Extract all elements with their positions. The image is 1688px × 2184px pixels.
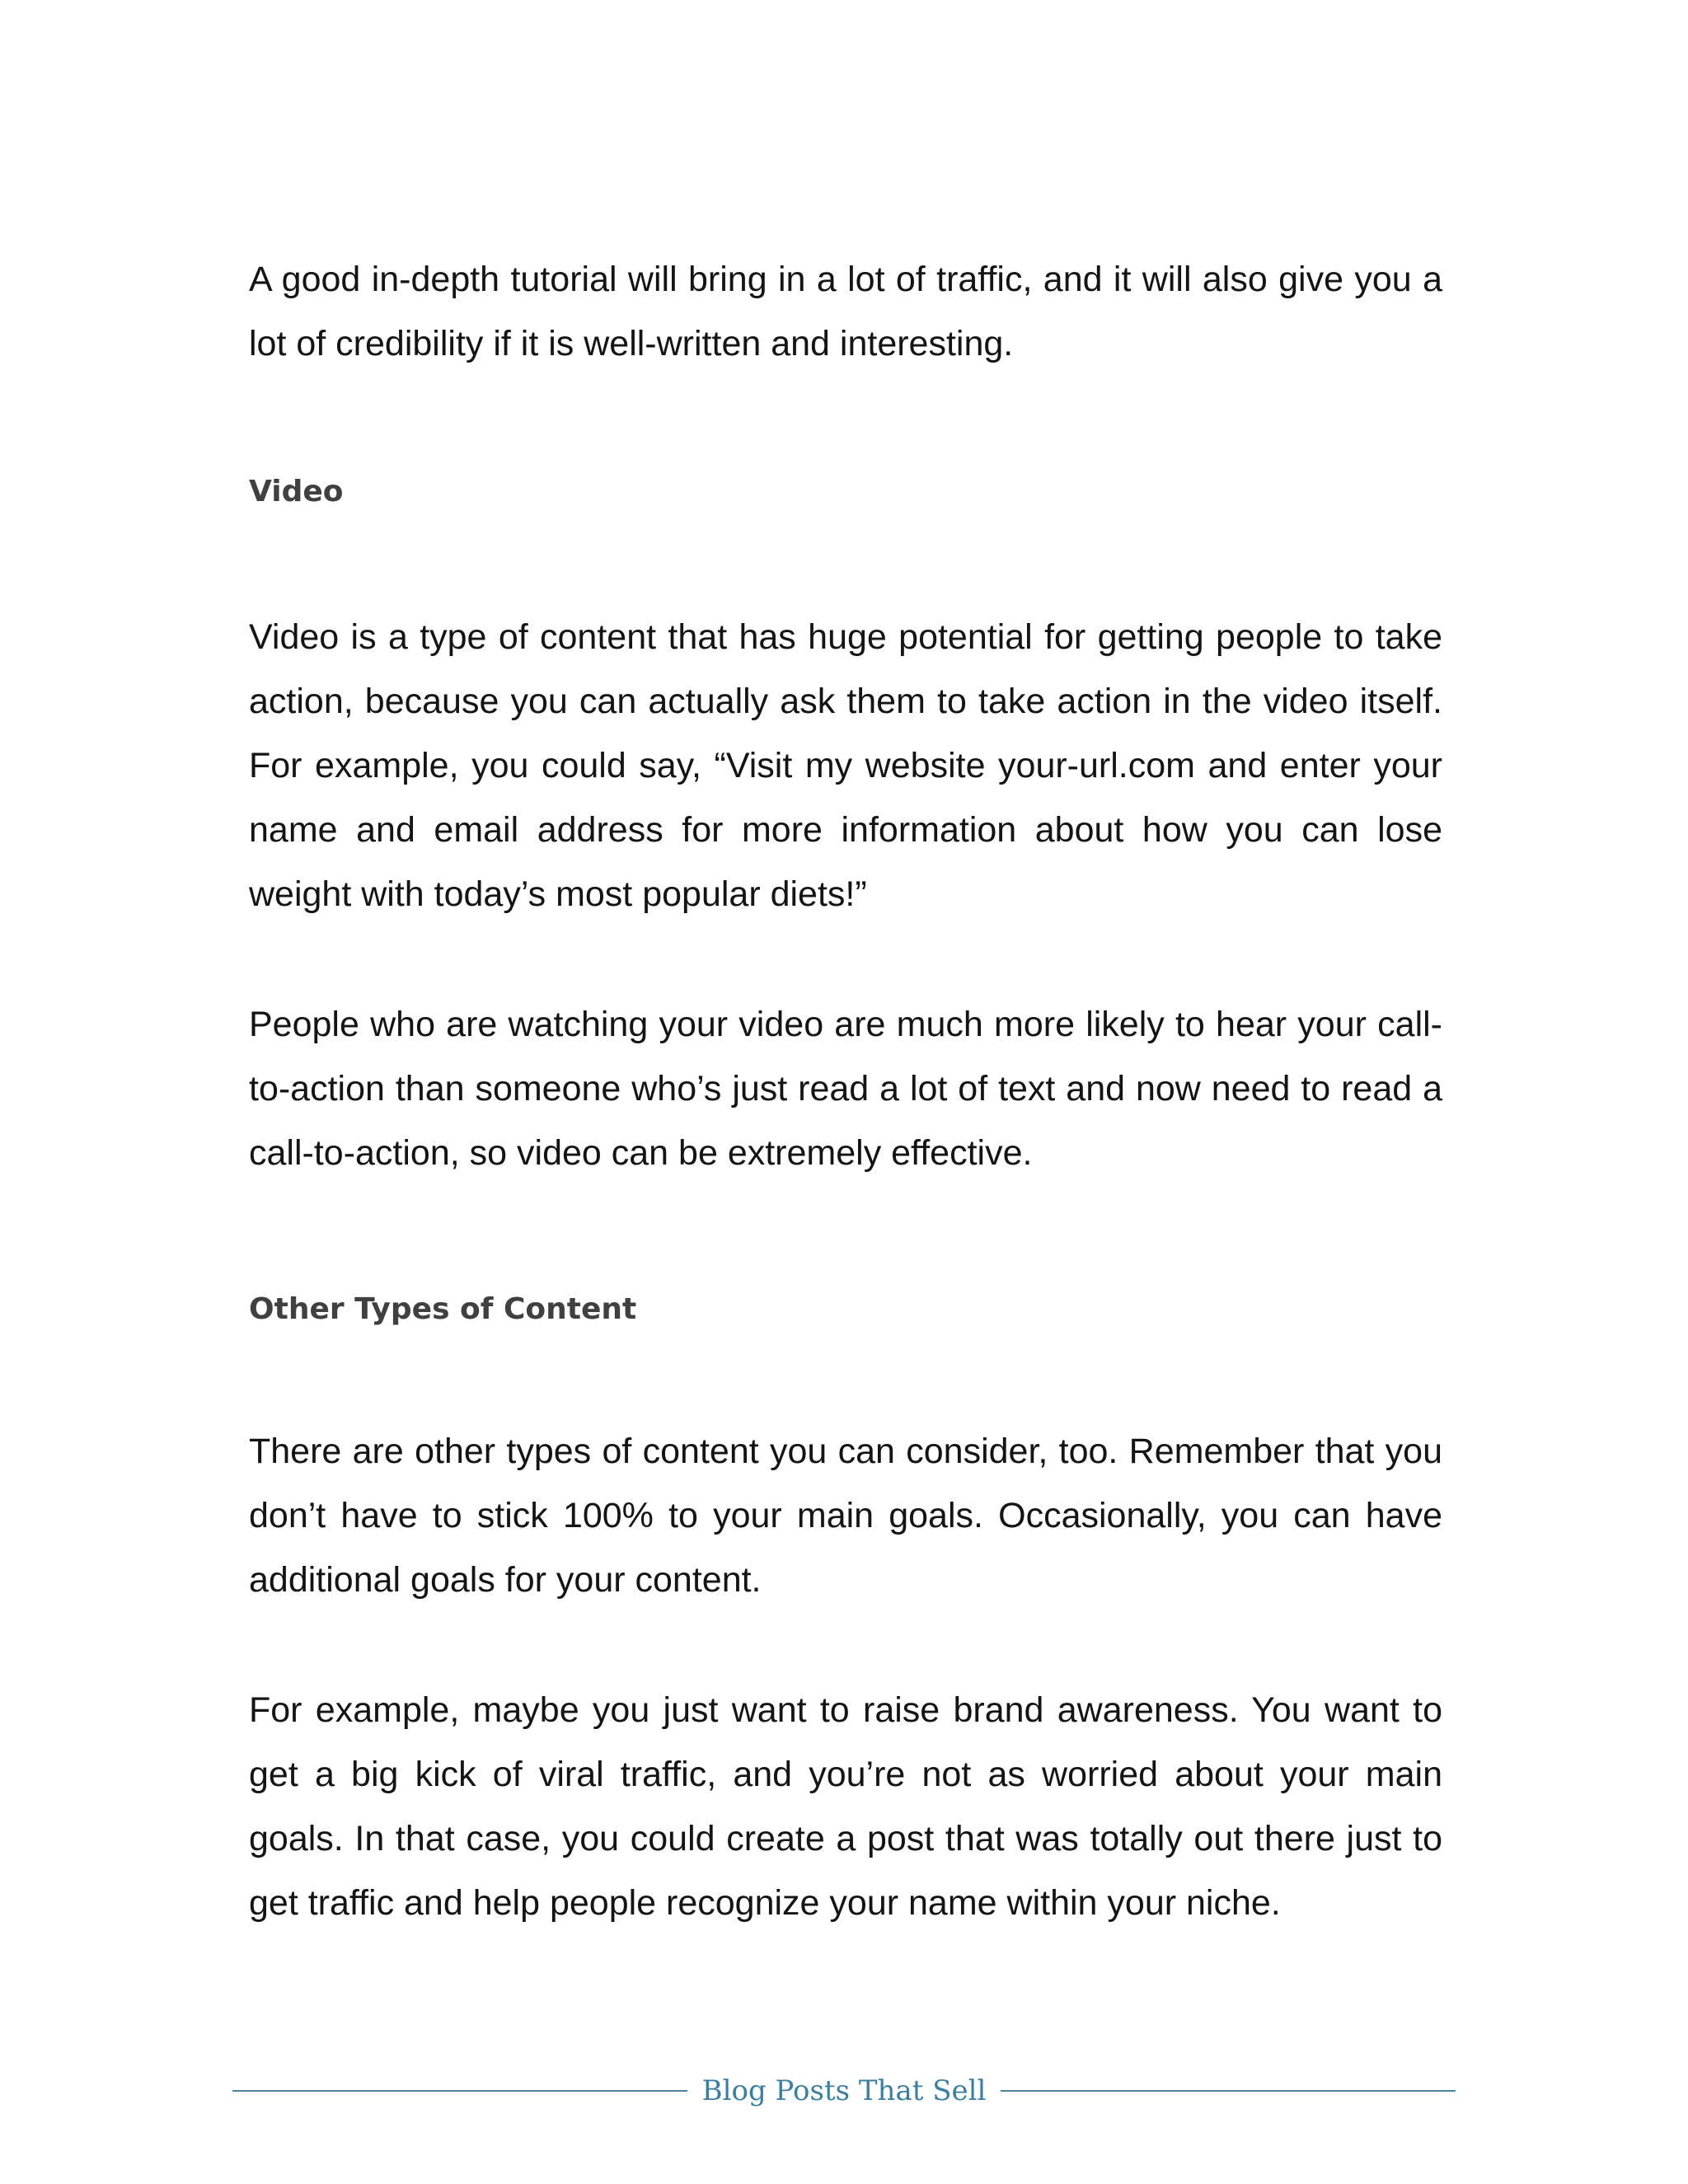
section-heading-other-content: Other Types of Content <box>249 1292 637 1326</box>
footer-title: Blog Posts That Sell <box>701 2074 987 2107</box>
page-content <box>249 247 1442 1935</box>
paragraph-tutorial: A good in-depth tutorial will bring in a lot of traffic, and it will also give you a lot of credibility if it is well-written and interesting. <box>249 260 1442 363</box>
section-heading-video: Video <box>249 475 344 509</box>
paragraph-video-intro: Video is a type of content that has huge potential for getting people to take action, because you can actually ask them to take action in the video itself. For example, you could say, “Visit my website your-url.com and enter your name and email address for more information about how you can lose weight with today’s most popular diets!” <box>249 617 1442 914</box>
paragraph-other-content: There are other types of content you can consider, too. Remember that you don’t have to stick 100% to your main goals. Occasionally, you can have additional goals for your content. <box>249 1432 1442 1600</box>
footer-rule-right <box>1001 2090 1456 2092</box>
page-footer <box>232 2070 1456 2111</box>
paragraph-brand-awareness: For example, maybe you just want to raise brand awareness. You want to get a big kick of viral traffic, and you’re not as worried about your main goals. In that case, you could create a post that was totally out there just to get traffic and help people recognize your name within your niche. <box>249 1690 1442 1923</box>
paragraph-video-call-to-action: People who are watching your video are much more likely to hear your call-to-action than someone who’s just read a lot of text and now need to read a call-to-action, so video can be extremely effective. <box>249 1005 1442 1173</box>
footer-rule-left <box>232 2090 687 2092</box>
